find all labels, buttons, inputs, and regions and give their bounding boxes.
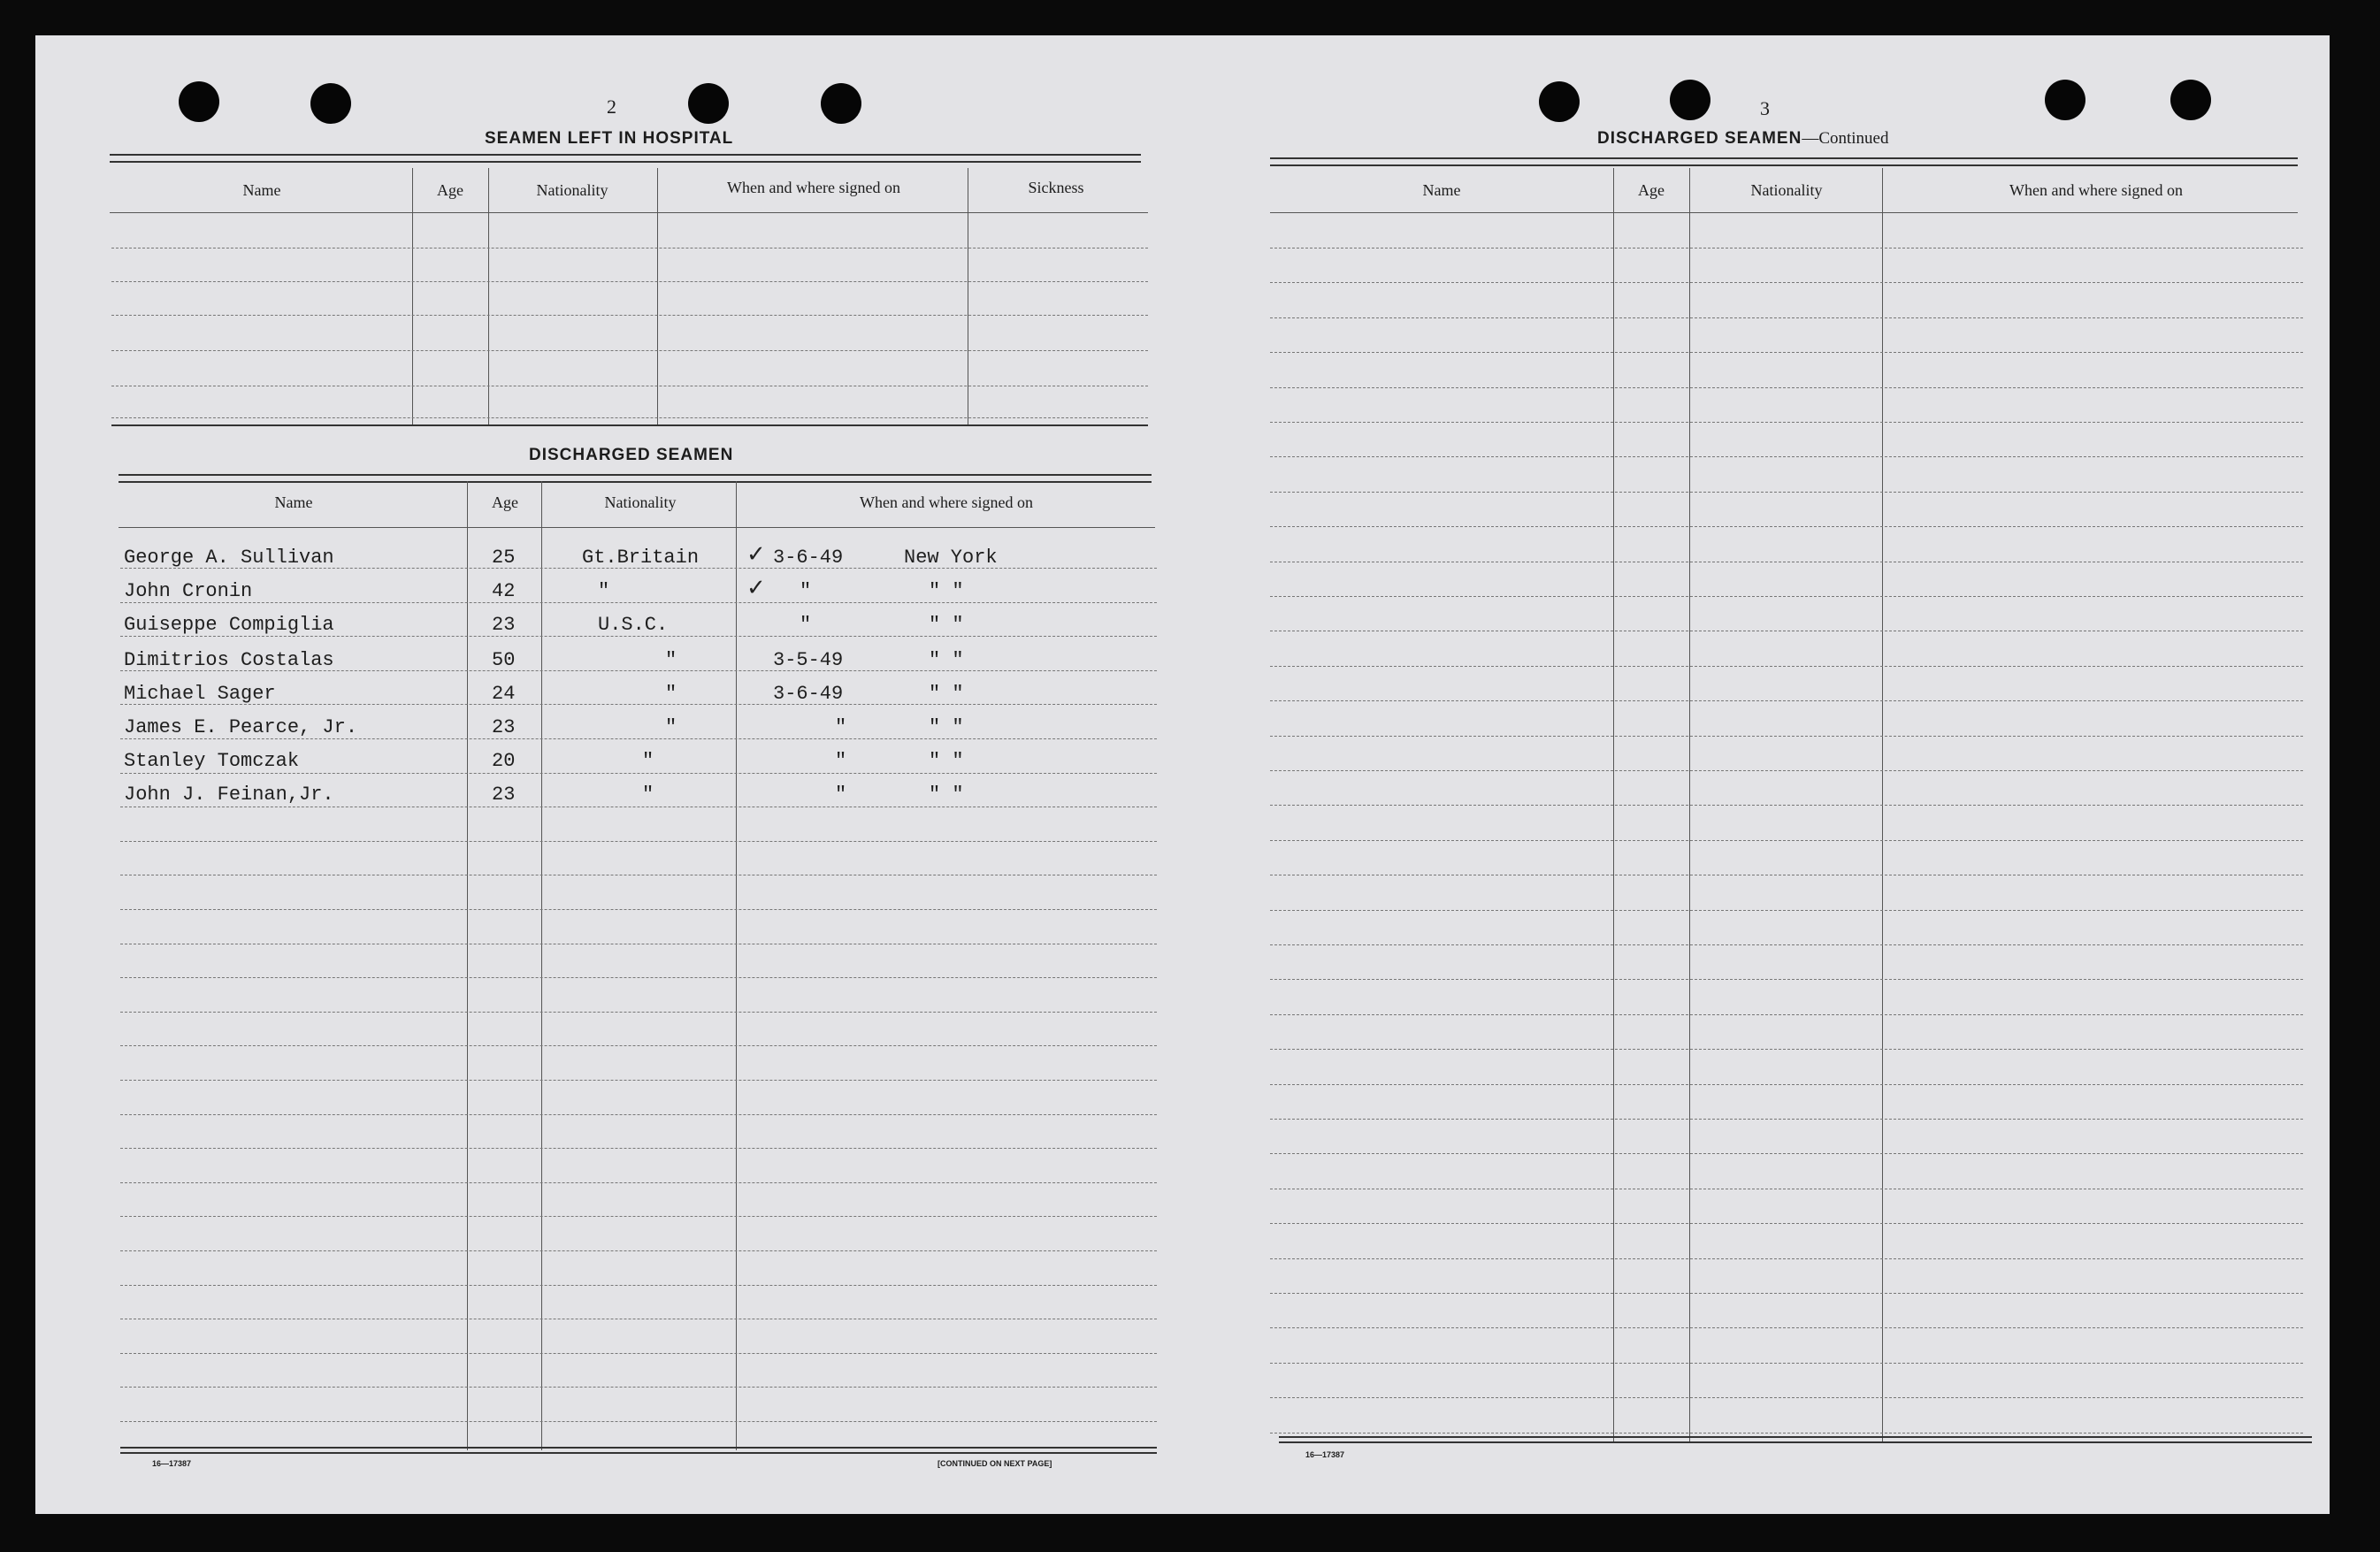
discharged-col-nationality: Nationality <box>604 493 677 511</box>
ruled-line <box>120 1114 1157 1115</box>
seaman-name: Guiseppe Compiglia <box>124 614 334 636</box>
signed-on-date: " <box>800 580 812 602</box>
signed-on-date: 3-5-49 <box>773 649 844 671</box>
ruled-line <box>1270 1258 2303 1259</box>
seaman-nationality: " <box>665 649 677 671</box>
ruled-line <box>120 1285 1157 1286</box>
ruled-line <box>1270 840 2303 841</box>
ruled-line <box>120 1080 1157 1081</box>
ruled-line <box>120 1421 1157 1422</box>
seaman-age: 23 <box>492 716 516 738</box>
form-number: 16—17387 <box>1305 1450 1345 1459</box>
seaman-age: 20 <box>492 750 516 772</box>
ruled-line <box>1270 910 2303 911</box>
right-section-title <box>1597 129 1888 149</box>
continued-note: [CONTINUED ON NEXT PAGE] <box>937 1459 1052 1468</box>
right-col-age: Age <box>1638 181 1664 199</box>
signed-on-place: " " <box>929 614 964 636</box>
right-title-suffix: —Continued <box>1802 129 1889 148</box>
ruled-line <box>1270 1014 2303 1015</box>
hospital-section-title: SEAMEN LEFT IN HOSPITAL <box>485 129 734 148</box>
punch-hole <box>2045 80 2085 120</box>
page-number: 3 <box>1760 97 1770 119</box>
punch-hole <box>821 83 861 124</box>
hospital-col-nationality: Nationality <box>536 181 608 199</box>
ruled-line <box>1270 805 2303 806</box>
seaman-age: 23 <box>492 614 516 636</box>
seaman-name: John J. Feinan,Jr. <box>124 784 334 806</box>
ruled-line <box>1270 387 2303 388</box>
signed-on-place: " " <box>929 750 964 772</box>
ruled-line <box>120 841 1157 842</box>
seaman-name: Michael Sager <box>124 683 276 705</box>
page-number: 2 <box>607 96 616 118</box>
seaman-nationality: " <box>598 580 610 602</box>
seaman-nationality: " <box>642 750 654 772</box>
seaman-age: 25 <box>492 547 516 569</box>
ruled-line <box>1270 282 2303 283</box>
ruled-line <box>1270 770 2303 771</box>
form-number: 16—17387 <box>152 1459 192 1468</box>
ruled-line <box>120 636 1157 637</box>
ruled-line <box>1270 526 2303 527</box>
ruled-line <box>120 738 1157 739</box>
check-mark-icon: ✓ <box>746 575 766 600</box>
hospital-col-sickness: Sickness <box>1028 179 1084 196</box>
ruled-line <box>1270 1223 2303 1224</box>
seaman-name: George A. Sullivan <box>124 547 334 569</box>
ruled-line <box>1270 1084 2303 1085</box>
right-col-signed-on: When and where signed on <box>2009 181 2183 199</box>
discharged-section-title: DISCHARGED SEAMEN <box>529 446 734 464</box>
ruled-line <box>1270 736 2303 737</box>
discharged-col-name: Name <box>274 493 313 511</box>
discharged-col-age: Age <box>492 493 518 511</box>
hospital-col-name: Name <box>242 181 281 199</box>
seaman-nationality: " <box>665 683 677 705</box>
discharged-col-signed-on: When and where signed on <box>860 493 1033 511</box>
signed-on-date: " <box>835 716 847 738</box>
ruled-line <box>1270 492 2303 493</box>
seaman-nationality: U.S.C. <box>598 614 669 636</box>
signed-on-place: " " <box>929 649 964 671</box>
punch-hole <box>179 81 219 122</box>
ruled-line <box>120 602 1157 603</box>
seaman-age: 50 <box>492 649 516 671</box>
ruled-line <box>120 909 1157 910</box>
ruled-line <box>1270 596 2303 597</box>
seaman-age: 42 <box>492 580 516 602</box>
ruled-line <box>120 1387 1157 1388</box>
punch-hole <box>1539 81 1580 122</box>
seaman-nationality: Gt.Britain <box>582 547 700 569</box>
ruled-line <box>120 1353 1157 1354</box>
seaman-name: Stanley Tomczak <box>124 750 300 772</box>
punch-hole <box>2170 80 2211 120</box>
ruled-line <box>1270 700 2303 701</box>
signed-on-place: " " <box>929 716 964 738</box>
hospital-col-signed-on: When and where signed on <box>727 179 900 196</box>
seaman-age: 23 <box>492 784 516 806</box>
ruled-line <box>120 704 1157 705</box>
ruled-line <box>1270 1049 2303 1050</box>
signed-on-date: 3-6-49 <box>773 547 844 569</box>
ruled-line <box>1270 979 2303 980</box>
seaman-name: Dimitrios Costalas <box>124 649 334 671</box>
seaman-name: John Cronin <box>124 580 253 602</box>
right-col-nationality: Nationality <box>1750 181 1823 199</box>
signed-on-place: " " <box>929 580 964 602</box>
seaman-age: 24 <box>492 683 516 705</box>
signed-on-place: " " <box>929 683 964 705</box>
right-col-name: Name <box>1422 181 1461 199</box>
ruled-line <box>1270 1119 2303 1120</box>
hospital-col-age: Age <box>437 181 463 199</box>
ruled-line <box>1270 352 2303 353</box>
ruled-line <box>120 773 1157 774</box>
ruled-line <box>1270 1153 2303 1154</box>
seaman-name: James E. Pearce, Jr. <box>124 716 358 738</box>
ruled-line <box>1270 1397 2303 1398</box>
punch-hole <box>688 83 729 124</box>
ruled-line <box>120 1182 1157 1183</box>
signed-on-date: 3-6-49 <box>773 683 844 705</box>
ruled-line <box>1270 1363 2303 1364</box>
ruled-line <box>1270 1293 2303 1294</box>
seaman-nationality: " <box>665 716 677 738</box>
ruled-line <box>120 1216 1157 1217</box>
ruled-line <box>1270 944 2303 945</box>
ruled-line <box>120 977 1157 978</box>
ruled-line <box>120 1012 1157 1013</box>
signed-on-date: " <box>800 614 812 636</box>
right-title-text: DISCHARGED SEAMEN <box>1597 129 1802 148</box>
record-sheet <box>35 35 2330 1514</box>
signed-on-place: " " <box>929 784 964 806</box>
ruled-line <box>1270 666 2303 667</box>
ruled-line <box>1270 317 2303 318</box>
punch-hole <box>1670 80 1710 120</box>
ruled-line <box>120 1148 1157 1149</box>
seaman-nationality: " <box>642 784 654 806</box>
ruled-line <box>1270 1327 2303 1328</box>
ruled-line <box>120 1250 1157 1251</box>
signed-on-place: New York <box>904 547 998 569</box>
ruled-line <box>1270 456 2303 457</box>
ruled-line <box>120 1045 1157 1046</box>
check-mark-icon: ✓ <box>746 541 766 567</box>
signed-on-date: " <box>835 750 847 772</box>
signed-on-date: " <box>835 784 847 806</box>
punch-hole <box>310 83 351 124</box>
ruled-line <box>1270 422 2303 423</box>
